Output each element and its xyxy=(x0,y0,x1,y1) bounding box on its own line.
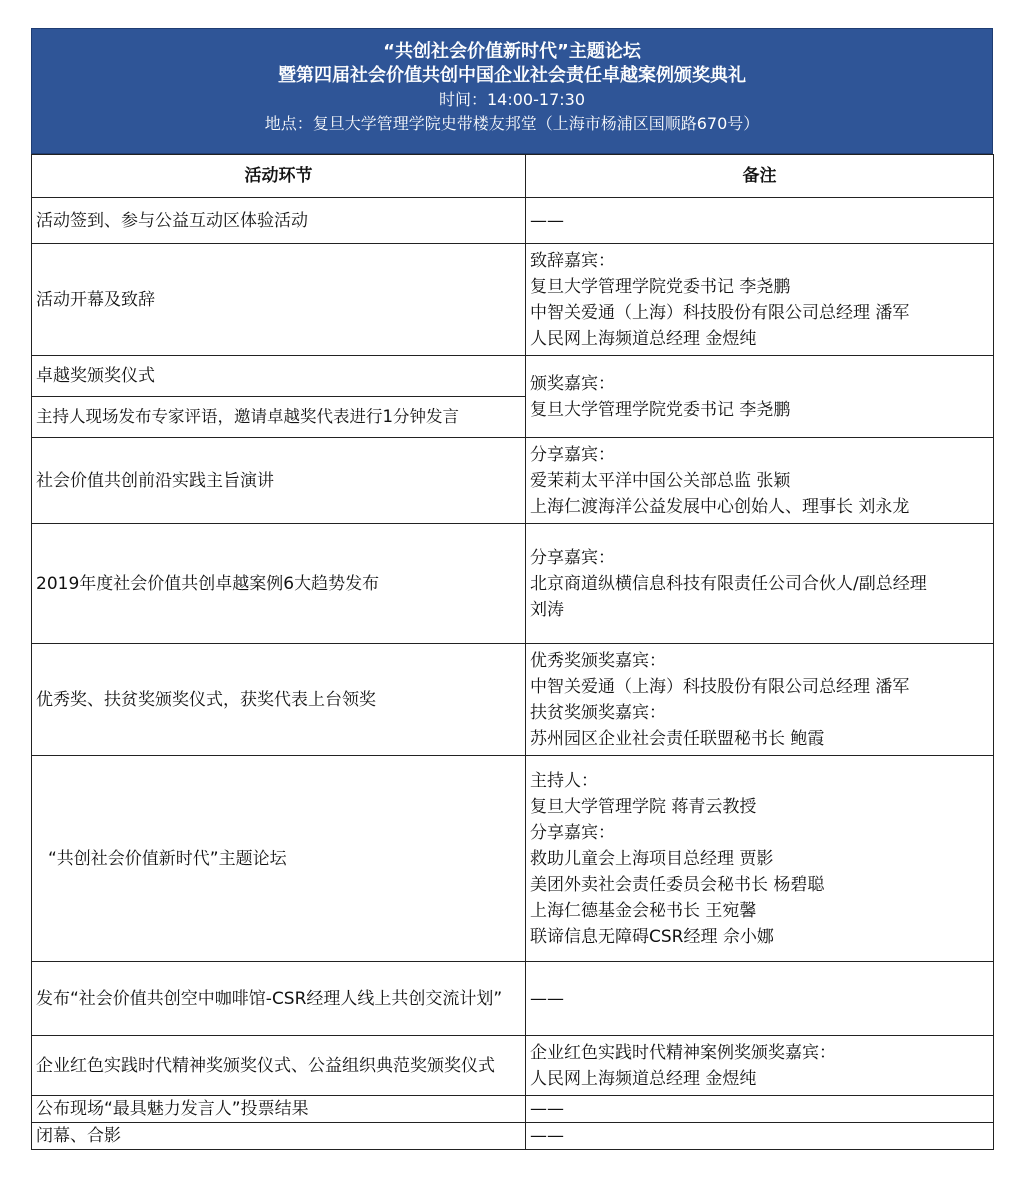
activity-cell: 公布现场“最具魅力发言人”投票结果 xyxy=(32,1096,526,1123)
note-line: 人民网上海频道总经理 金煜纯 xyxy=(530,328,757,349)
table-row xyxy=(32,1123,994,1150)
note-line: 致辞嘉宾： xyxy=(530,250,615,271)
activity-cell: “共创社会价值新时代”主题论坛 xyxy=(32,756,526,962)
note-line: 美团外卖社会责任委员会秘书长 杨碧聪 xyxy=(530,874,825,895)
note-line: 复旦大学管理学院 蒋青云教授 xyxy=(530,796,757,817)
empty-note-dash: —— xyxy=(530,1126,564,1146)
note-line: 分享嘉宾： xyxy=(530,822,615,843)
notes-cell xyxy=(526,962,994,1036)
activity-cell: 活动签到、参与公益互动区体验活动 xyxy=(32,198,526,244)
agenda-table xyxy=(31,154,994,1150)
activity-cell: 发布“社会价值共创空中咖啡馆-CSR经理人线上共创交流计划” xyxy=(32,962,526,1036)
empty-note-dash: —— xyxy=(530,1099,564,1119)
note-line: 联谛信息无障碍CSR经理 佘小娜 xyxy=(530,926,774,947)
activity-cell: 主持人现场发布专家评语，邀请卓越奖代表进行1分钟发言 xyxy=(32,397,526,438)
table-row xyxy=(32,356,994,397)
note-line: 分享嘉宾： xyxy=(530,444,615,465)
table-row xyxy=(32,1036,994,1096)
agenda-header xyxy=(31,28,993,154)
note-line: 主持人： xyxy=(530,770,598,791)
note-line: 复旦大学管理学院党委书记 李尧鹏 xyxy=(530,399,791,420)
table-row xyxy=(32,524,994,644)
note-line: 刘涛 xyxy=(530,599,564,620)
table-row xyxy=(32,644,994,756)
ceremony-subtitle: 暨第四届社会价值共创中国企业社会责任卓越案例颁奖典礼 xyxy=(278,65,746,86)
note-line: 爱茉莉太平洋中国公关部总监 张颖 xyxy=(530,470,791,491)
column-header-notes: 备注 xyxy=(526,155,994,198)
table-row xyxy=(32,244,994,356)
event-location: 地点：复旦大学管理学院史带楼友邦堂（上海市杨浦区国顺路670号） xyxy=(264,114,760,133)
note-line: 上海仁德基金会秘书长 王宛馨 xyxy=(530,900,757,921)
activity-cell: 活动开幕及致辞 xyxy=(32,244,526,356)
note-line: 企业红色实践时代精神案例奖颁奖嘉宾： xyxy=(530,1042,836,1063)
activity-cell: 2019年度社会价值共创卓越案例6大趋势发布 xyxy=(32,524,526,644)
table-row xyxy=(32,756,994,962)
note-line: 北京商道纵横信息科技有限责任公司合伙人/副总经理 xyxy=(530,573,927,594)
notes-cell xyxy=(526,524,994,644)
activity-cell: 企业红色实践时代精神奖颁奖仪式、公益组织典范奖颁奖仪式 xyxy=(32,1036,526,1096)
note-line: 优秀奖颁奖嘉宾： xyxy=(530,650,666,671)
activity-cell: 优秀奖、扶贫奖颁奖仪式，获奖代表上台领奖 xyxy=(32,644,526,756)
table-row xyxy=(32,1096,994,1123)
notes-cell xyxy=(526,198,994,244)
note-line: 颁奖嘉宾： xyxy=(530,373,615,394)
note-line: 中智关爱通（上海）科技股份有限公司总经理 潘军 xyxy=(530,676,910,697)
note-line: 复旦大学管理学院党委书记 李尧鹏 xyxy=(530,276,791,297)
activity-cell: 社会价值共创前沿实践主旨演讲 xyxy=(32,438,526,524)
notes-cell xyxy=(526,1096,994,1123)
note-line: 中智关爱通（上海）科技股份有限公司总经理 潘军 xyxy=(530,302,910,323)
column-header-activity: 活动环节 xyxy=(32,155,526,198)
table-header-row xyxy=(32,155,994,198)
notes-cell xyxy=(526,756,994,962)
table-row xyxy=(32,962,994,1036)
agenda-document xyxy=(31,28,993,1150)
empty-note-dash: —— xyxy=(530,988,564,1009)
notes-cell xyxy=(526,1123,994,1150)
notes-cell xyxy=(526,644,994,756)
activity-cell: 卓越奖颁奖仪式 xyxy=(32,356,526,397)
note-line: 人民网上海频道总经理 金煜纯 xyxy=(530,1068,757,1089)
forum-title: “共创社会价值新时代”主题论坛 xyxy=(383,41,641,62)
activity-cell: 闭幕、合影 xyxy=(32,1123,526,1150)
table-row xyxy=(32,198,994,244)
table-row xyxy=(32,438,994,524)
note-line: 救助儿童会上海项目总经理 贾影 xyxy=(530,848,774,869)
note-line: 分享嘉宾： xyxy=(530,547,615,568)
event-time: 时间：14:00-17:30 xyxy=(439,90,585,109)
notes-cell xyxy=(526,1036,994,1096)
note-line: 上海仁渡海洋公益发展中心创始人、理事长 刘永龙 xyxy=(530,496,910,517)
note-line: 扶贫奖颁奖嘉宾： xyxy=(530,702,666,723)
notes-cell xyxy=(526,244,994,356)
notes-cell xyxy=(526,438,994,524)
notes-cell xyxy=(526,356,994,438)
note-line: 苏州园区企业社会责任联盟秘书长 鲍霞 xyxy=(530,728,825,749)
empty-note-dash: —— xyxy=(530,210,564,231)
